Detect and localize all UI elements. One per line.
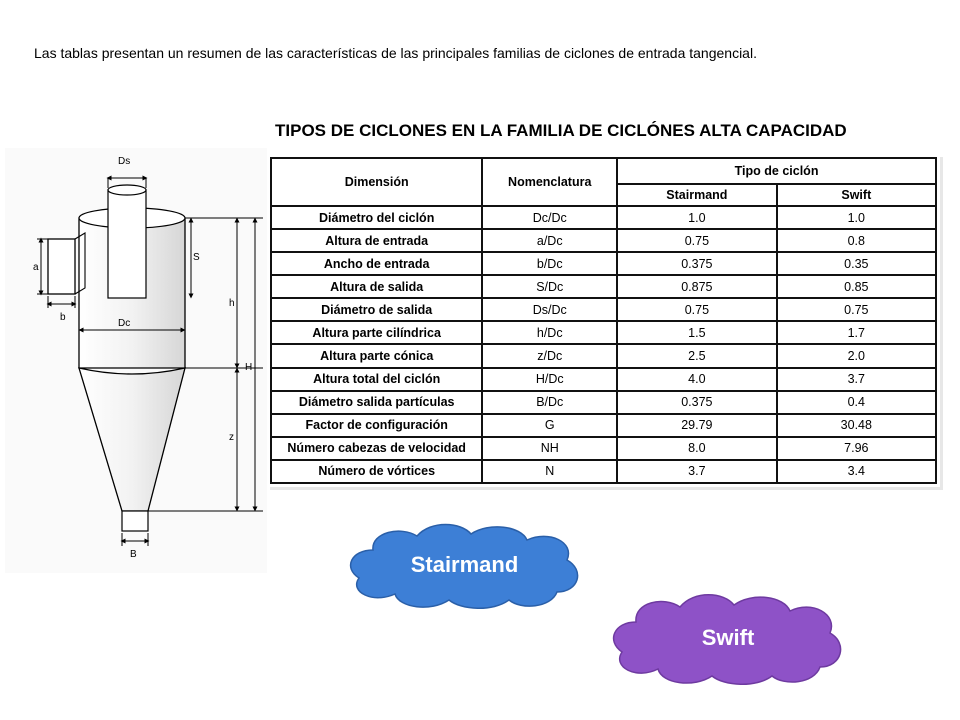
swift-value-cell: 0.35 — [777, 252, 936, 275]
nomenclature-cell: G — [482, 414, 617, 437]
table-row — [271, 252, 936, 275]
label-b: b — [60, 312, 66, 323]
swift-value-cell: 0.85 — [777, 275, 936, 298]
stairmand-value-cell: 0.75 — [617, 298, 777, 321]
label-s: S — [193, 252, 200, 263]
stairmand-value-cell: 0.375 — [617, 252, 777, 275]
table-row — [271, 321, 936, 344]
stairmand-value-cell: 0.375 — [617, 391, 777, 414]
table-row — [271, 206, 936, 229]
header-dimension: Dimensión — [271, 158, 482, 206]
dimension-cell: Diámetro del ciclón — [271, 206, 482, 229]
label-ds: Ds — [118, 156, 131, 167]
swift-value-cell: 0.8 — [777, 229, 936, 252]
swift-cloud[interactable] — [606, 590, 850, 686]
dimension-cell: Diámetro de salida — [271, 298, 482, 321]
dimension-cell: Diámetro salida partículas — [271, 391, 482, 414]
label-z: z — [229, 432, 234, 443]
stairmand-value-cell: 1.0 — [617, 206, 777, 229]
nomenclature-cell: z/Dc — [482, 344, 617, 367]
stairmand-value-cell: 4.0 — [617, 368, 777, 391]
dimension-cell: Altura parte cilíndrica — [271, 321, 482, 344]
dimension-cell: Altura parte cónica — [271, 344, 482, 367]
nomenclature-cell: H/Dc — [482, 368, 617, 391]
swift-cloud-label: Swift — [701, 625, 755, 650]
stairmand-value-cell: 0.875 — [617, 275, 777, 298]
dimension-cell: Altura de entrada — [271, 229, 482, 252]
swift-value-cell: 30.48 — [777, 414, 936, 437]
swift-value-cell: 7.96 — [777, 437, 936, 460]
dimension-cell: Altura de salida — [271, 275, 482, 298]
dimension-cell: Factor de configuración — [271, 414, 482, 437]
stairmand-value-cell: 8.0 — [617, 437, 777, 460]
label-h: h — [229, 298, 235, 309]
label-B: B — [130, 549, 137, 560]
swift-value-cell: 0.4 — [777, 391, 936, 414]
swift-value-cell: 3.4 — [777, 460, 936, 483]
table-row — [271, 298, 936, 321]
swift-value-cell: 1.7 — [777, 321, 936, 344]
nomenclature-cell: N — [482, 460, 617, 483]
swift-value-cell: 2.0 — [777, 344, 936, 367]
stairmand-value-cell: 1.5 — [617, 321, 777, 344]
cyclone-diagram — [5, 148, 267, 573]
label-dc: Dc — [118, 318, 131, 329]
label-a: a — [33, 262, 39, 273]
table-row — [271, 229, 936, 252]
table-row — [271, 437, 936, 460]
dimension-cell: Número de vórtices — [271, 460, 482, 483]
dust-outlet — [122, 511, 148, 531]
stairmand-cloud[interactable] — [343, 520, 586, 610]
table-row — [271, 368, 936, 391]
inlet-duct — [48, 239, 75, 294]
stairmand-cloud-label: Stairmand — [410, 552, 519, 577]
nomenclature-cell: h/Dc — [482, 321, 617, 344]
header-swift: Swift — [777, 184, 936, 206]
swift-value-cell: 1.0 — [777, 206, 936, 229]
cyclone-table-frame — [270, 157, 943, 490]
table-row — [271, 275, 936, 298]
stairmand-value-cell: 2.5 — [617, 344, 777, 367]
intro-text: Las tablas presentan un resumen de las características de las principales familias de ciclones de entrada tangencial. — [34, 45, 757, 61]
stairmand-value-cell: 29.79 — [617, 414, 777, 437]
dimension-cell: Ancho de entrada — [271, 252, 482, 275]
dimension-cell: Número cabezas de velocidad — [271, 437, 482, 460]
nomenclature-cell: a/Dc — [482, 229, 617, 252]
swift-value-cell: 3.7 — [777, 368, 936, 391]
header-cyclone-type: Tipo de ciclón — [617, 158, 936, 184]
nomenclature-cell: Ds/Dc — [482, 298, 617, 321]
nomenclature-cell: b/Dc — [482, 252, 617, 275]
dimension-cell: Altura total del ciclón — [271, 368, 482, 391]
table-row — [271, 414, 936, 437]
page-title: TIPOS DE CICLONES EN LA FAMILIA DE CICLÓNES ALTA CAPACIDAD — [275, 121, 847, 140]
nomenclature-cell: Dc/Dc — [482, 206, 617, 229]
swift-value-cell: 0.75 — [777, 298, 936, 321]
nomenclature-cell: B/Dc — [482, 391, 617, 414]
stairmand-value-cell: 3.7 — [617, 460, 777, 483]
header-nomenclature: Nomenclatura — [482, 158, 617, 206]
table-row — [271, 391, 936, 414]
stairmand-value-cell: 0.75 — [617, 229, 777, 252]
nomenclature-cell: S/Dc — [482, 275, 617, 298]
table-row — [271, 460, 936, 483]
cyclone-dimensions-table — [270, 157, 937, 484]
header-stairmand: Stairmand — [617, 184, 777, 206]
label-H: H — [245, 362, 253, 373]
outlet-tube — [108, 190, 146, 298]
nomenclature-cell: NH — [482, 437, 617, 460]
table-row — [271, 344, 936, 367]
